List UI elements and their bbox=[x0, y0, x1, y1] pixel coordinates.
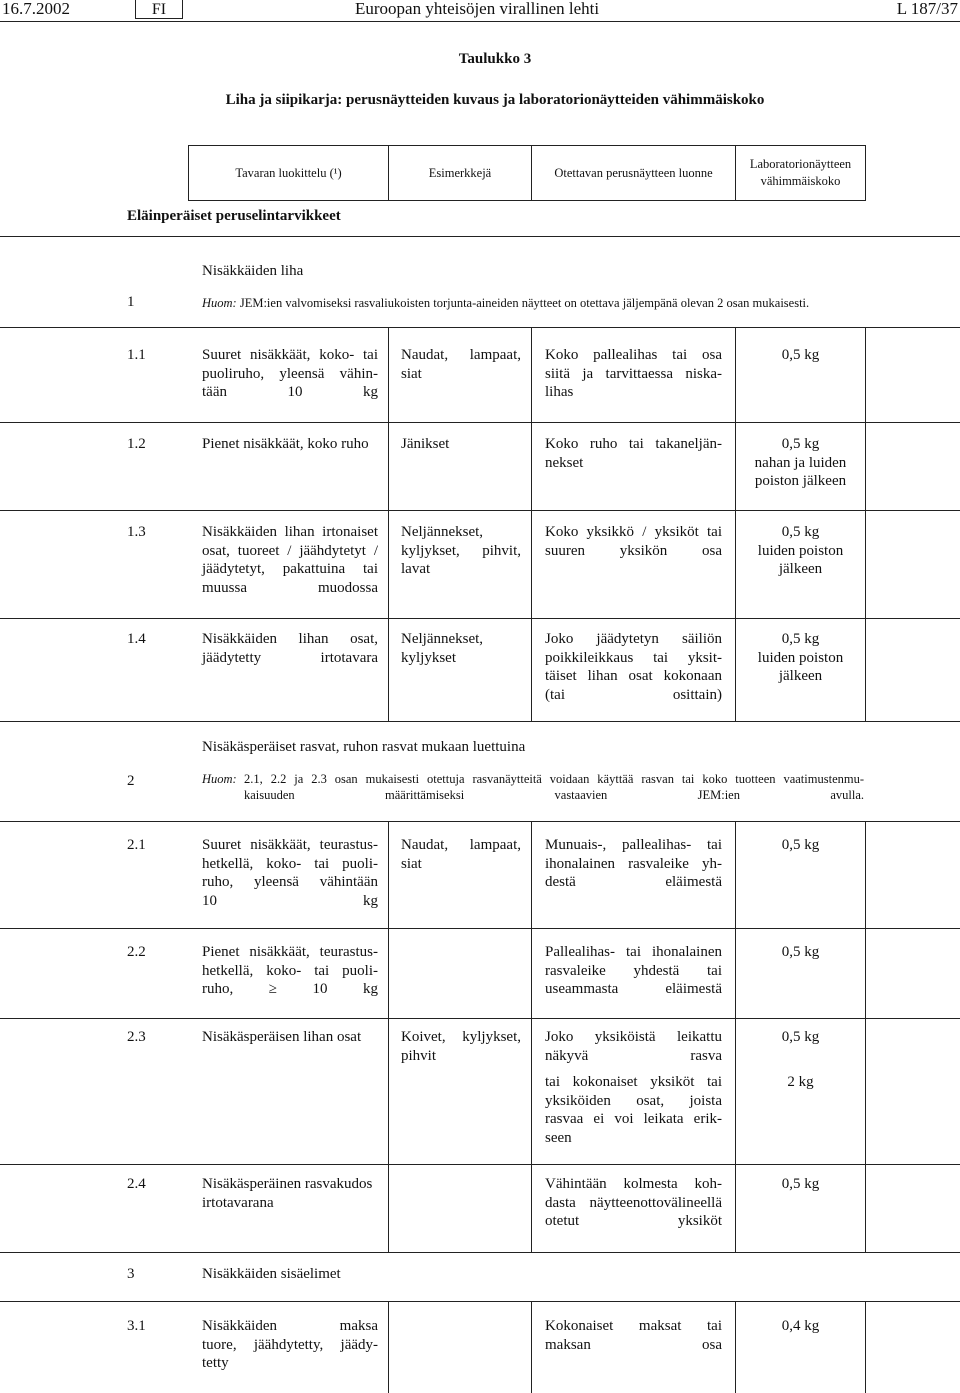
group-title: Nisäkkäiden sisäelimet bbox=[202, 1266, 341, 1282]
col-divider bbox=[531, 821, 532, 928]
column-header-classification: Tavaran luokittelu (¹) bbox=[235, 166, 342, 180]
row-number: 3.1 bbox=[127, 1318, 146, 1334]
row-number: 2.1 bbox=[127, 837, 146, 853]
row-sample-nature-a: Joko yksiköistä leikattu näkyvä rasva bbox=[545, 1029, 722, 1064]
row-classification: Nisäkkäiden maksa tuore, jäähdytetty, jäädy- tetty bbox=[202, 1318, 378, 1371]
row-rule bbox=[0, 1018, 960, 1019]
row-classification: Pienet nisäkkäät, teurastus- hetkellä, koko- tai puoli- ruho, ≥ 10 kg bbox=[202, 944, 378, 997]
group-number: 1 bbox=[127, 294, 135, 310]
col-divider bbox=[865, 928, 866, 1018]
row-lab-sample: 0,5 kg luiden poiston jälkeen bbox=[757, 524, 844, 577]
row-rule bbox=[0, 510, 960, 511]
row-examples: Neljännekset, kyljykset, pihvit, lavat bbox=[401, 524, 521, 577]
col-divider bbox=[388, 821, 389, 928]
row-rule bbox=[0, 327, 960, 328]
row-examples: Naudat, lampaat, siat bbox=[401, 837, 521, 872]
group-rule bbox=[0, 721, 960, 722]
col-divider bbox=[531, 618, 532, 721]
row-lab-sample: 0,5 kg bbox=[781, 1176, 820, 1192]
table-title: Taulukko 3 bbox=[458, 51, 532, 67]
row-sample-nature-b: tai kokonaiset yksiköt tai yksiköiden osat, joista rasvaa ei voi leikata erik- seen bbox=[545, 1074, 722, 1146]
row-classification: Pienet nisäkkäät, koko ruho bbox=[202, 436, 369, 452]
col-divider bbox=[388, 1301, 389, 1393]
col-divider bbox=[388, 618, 389, 721]
row-sample-nature: Koko pallealihas tai osa siitä ja tarvittaessa niska- lihas bbox=[545, 347, 722, 400]
row-rule bbox=[0, 1164, 960, 1165]
row-number: 1.1 bbox=[127, 347, 146, 363]
row-classification: Nisäkäsperäinen rasvakudos irtotavarana bbox=[202, 1176, 373, 1211]
col-divider bbox=[865, 1164, 866, 1252]
col-divider bbox=[388, 1018, 389, 1164]
language-code-box: FI bbox=[135, 0, 183, 19]
row-rule bbox=[0, 821, 960, 822]
row-number: 1.3 bbox=[127, 524, 146, 540]
row-examples: Jänikset bbox=[401, 436, 450, 452]
row-sample-nature: Vähintään kolmesta koh- dasta näytteenottovälineellä otetut yksiköt bbox=[545, 1176, 722, 1229]
row-sample-nature: Pallealihas- tai ihonalainen rasvaleike yhdestä tai useammasta eläimestä bbox=[545, 944, 722, 997]
column-header-bottom-rule bbox=[188, 200, 865, 201]
column-header-lab-sample-a: Laboratorionäytteen bbox=[749, 157, 852, 171]
col-divider bbox=[865, 327, 866, 422]
group-rule bbox=[0, 236, 960, 237]
group-note bbox=[202, 295, 809, 311]
row-lab-sample: 0,5 kg luiden poiston jälkeen bbox=[757, 631, 844, 684]
col-divider bbox=[865, 145, 866, 201]
col-divider bbox=[531, 327, 532, 422]
row-classification: Suuret nisäkkäät, teurastus- hetkellä, koko- tai puoli- ruho, yleensä vähintään 10 kg bbox=[202, 837, 378, 909]
column-header-lab-sample-b: vähimmäiskoko bbox=[760, 174, 841, 188]
row-classification: Nisäkkäiden lihan osat, jäädytetty irtotavara bbox=[202, 631, 378, 666]
row-lab-sample-b: 2 kg bbox=[787, 1074, 814, 1090]
col-divider bbox=[865, 618, 866, 721]
row-lab-sample: 0,5 kg bbox=[781, 944, 820, 960]
row-lab-sample: 0,5 kg bbox=[781, 347, 820, 363]
column-header-top-rule bbox=[188, 145, 865, 146]
col-divider bbox=[531, 1018, 532, 1164]
col-divider bbox=[388, 327, 389, 422]
header-divider bbox=[0, 21, 960, 22]
row-number: 1.4 bbox=[127, 631, 146, 647]
row-examples: Neljännekset, kyljykset bbox=[401, 631, 484, 666]
row-rule bbox=[0, 928, 960, 929]
row-sample-nature: Kokonaiset maksat tai maksan osa bbox=[545, 1318, 722, 1353]
column-header-examples: Esimerkkejä bbox=[428, 166, 492, 180]
col-divider bbox=[388, 510, 389, 618]
note-text: JEM:ien valvomiseksi rasvaliukoisten torjunta-aineiden näytteet on otettava jäljempänä olevan 2 osan mukaisesti. bbox=[239, 296, 810, 310]
row-sample-nature: Joko jäädytetyn säiliön poikkileikkaus tai yksit- täiset lihan osat kokonaan (tai osittain) bbox=[545, 631, 722, 703]
row-lab-sample: 0,4 kg bbox=[781, 1318, 820, 1334]
col-divider bbox=[388, 422, 389, 510]
col-divider bbox=[865, 422, 866, 510]
group-note-label: Huom: bbox=[202, 772, 237, 786]
col-divider bbox=[865, 1301, 866, 1393]
col-divider bbox=[531, 1301, 532, 1393]
row-classification: Suuret nisäkkäät, koko- tai puoliruho, yleensä vähin- tään 10 kg bbox=[202, 347, 378, 400]
col-divider bbox=[531, 928, 532, 1018]
group-rule bbox=[0, 1252, 960, 1253]
group-title: Nisäkkäiden liha bbox=[202, 263, 304, 279]
row-examples: Koivet, kyljykset, pihvit bbox=[401, 1029, 521, 1064]
row-number: 2.3 bbox=[127, 1029, 146, 1045]
row-rule bbox=[0, 422, 960, 423]
section-heading: Eläinperäiset peruselintarvikkeet bbox=[127, 208, 341, 224]
group-note: 2.1, 2.2 ja 2.3 osan mukaisesti otettuja rasvanäytteitä voidaan käyttää rasvan tai koko tuotteen vaatimustenmu- kaisuuden määrittämiseksi vastaavien JEM:ien avulla. bbox=[244, 772, 864, 802]
col-divider bbox=[735, 928, 736, 1018]
row-number: 2.4 bbox=[127, 1176, 146, 1192]
col-divider bbox=[735, 1301, 736, 1393]
row-classification: Nisäkäsperäisen lihan osat bbox=[202, 1029, 362, 1045]
group-number: 3 bbox=[127, 1266, 135, 1282]
col-divider bbox=[865, 510, 866, 618]
col-divider bbox=[865, 1018, 866, 1164]
row-number: 2.2 bbox=[127, 944, 146, 960]
row-lab-sample: 0,5 kg bbox=[781, 837, 820, 853]
col-divider bbox=[735, 327, 736, 422]
page-reference: L 187/37 bbox=[896, 0, 958, 18]
row-sample-nature: Munuais-, pallealihas- tai ihonalainen rasvaleike yh- destä eläimestä bbox=[545, 837, 722, 890]
row-number: 1.2 bbox=[127, 436, 146, 452]
row-sample-nature: Koko ruho tai takaneljän- nekset bbox=[545, 436, 722, 471]
column-header-sample-nature: Otettavan perusnäytteen luonne bbox=[554, 166, 713, 180]
journal-title: Euroopan yhteisöjen virallinen lehti bbox=[355, 0, 600, 18]
col-divider bbox=[388, 1164, 389, 1252]
col-divider bbox=[865, 821, 866, 928]
row-examples: Naudat, lampaat, siat bbox=[401, 347, 521, 382]
publication-date: 16.7.2002 bbox=[2, 0, 70, 18]
page-header bbox=[0, 0, 960, 20]
col-divider bbox=[531, 510, 532, 618]
table-subtitle: Liha ja siipikarja: perusnäytteiden kuvaus ja laboratorionäytteiden vähimmäiskoko bbox=[225, 92, 765, 108]
col-divider bbox=[531, 422, 532, 510]
row-lab-sample-a: 0,5 kg bbox=[781, 1029, 820, 1045]
row-classification: Nisäkkäiden lihan irtonaiset osat, tuoreet / jäähdytetyt / jäädytetyt, pakattuina tai muussa muodossa bbox=[202, 524, 378, 596]
group-number: 2 bbox=[127, 773, 135, 789]
row-rule bbox=[0, 1301, 960, 1302]
row-sample-nature: Koko yksikkö / yksiköt tai suuren yksikön osa bbox=[545, 524, 722, 559]
col-divider bbox=[531, 1164, 532, 1252]
row-lab-sample: 0,5 kg nahan ja luiden poiston jälkeen bbox=[754, 436, 847, 489]
group-title: Nisäkäsperäiset rasvat, ruhon rasvat mukaan luettuina bbox=[202, 739, 526, 755]
row-rule bbox=[0, 618, 960, 619]
note-label: Huom: bbox=[202, 296, 237, 310]
col-divider bbox=[388, 928, 389, 1018]
